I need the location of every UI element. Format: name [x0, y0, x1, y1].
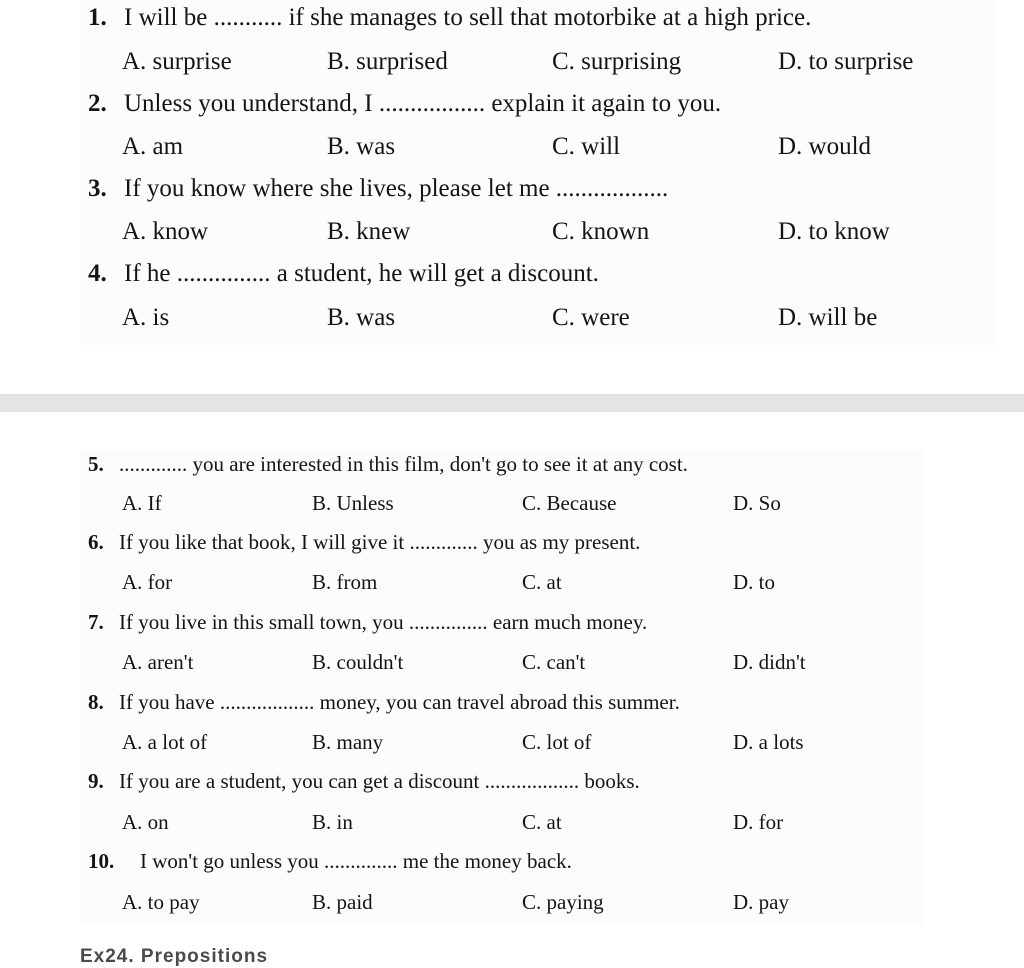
option-a: A. to pay — [122, 890, 200, 914]
option-b: B. in — [312, 810, 353, 834]
question-number: 4. — [88, 260, 107, 287]
question-text: If you know where she lives, please let me .................. — [124, 175, 669, 202]
option-a: A. am — [122, 133, 184, 160]
option-c: C. were — [552, 304, 630, 331]
option-a: A. on — [122, 810, 169, 834]
option-c: C. at — [522, 570, 562, 594]
option-a: A. a lot of — [122, 730, 208, 754]
question-text: ............. you are interested in this film, don't go to see it at any cost. — [119, 452, 688, 476]
question-text: If he ............... a student, he will get a discount. — [124, 260, 599, 287]
option-a: A. If — [122, 491, 162, 515]
option-b: B. surprised — [327, 48, 448, 75]
option-b: B. knew — [327, 218, 411, 245]
question-text: If you live in this small town, you ............... earn much money. — [119, 610, 648, 634]
option-d: D. didn't — [733, 650, 806, 674]
option-a: A. surprise — [122, 48, 232, 75]
option-d: D. will be — [778, 304, 878, 331]
option-d: D. would — [778, 133, 872, 160]
option-a: A. aren't — [122, 650, 194, 674]
option-b: B. was — [327, 304, 396, 331]
option-c: C. will — [552, 133, 621, 160]
option-c: C. at — [522, 810, 562, 834]
question-number: 2. — [88, 90, 107, 117]
option-b: B. many — [312, 730, 384, 754]
option-c: C. known — [552, 218, 650, 245]
question-number: 7. — [88, 610, 104, 634]
option-c: C. Because — [522, 491, 617, 515]
option-c: C. paying — [522, 890, 604, 914]
option-d: D. pay — [733, 890, 789, 914]
option-a: A. is — [122, 304, 170, 331]
option-d: D. to know — [778, 218, 890, 245]
option-d: D. So — [733, 491, 781, 515]
question-number: 5. — [88, 452, 104, 476]
option-c: C. can't — [522, 650, 586, 674]
option-c: C. lot of — [522, 730, 592, 754]
question-text: If you have .................. money, you can travel abroad this summer. — [119, 690, 680, 714]
question-number: 1. — [88, 4, 107, 31]
question-text: I will be ........... if she manages to sell that motorbike at a high price. — [124, 4, 812, 31]
option-c: C. surprising — [552, 48, 682, 75]
question-text: Unless you understand, I ................. explain it again to you. — [124, 90, 722, 117]
question-text: If you are a student, you can get a discount .................. books. — [119, 769, 640, 793]
option-d: D. for — [733, 810, 784, 834]
option-b: B. couldn't — [312, 650, 404, 674]
option-b: B. Unless — [312, 491, 394, 515]
option-d: D. a lots — [733, 730, 804, 754]
question-number: 3. — [88, 175, 107, 202]
option-a: A. for — [122, 570, 173, 594]
question-number: 10. — [88, 849, 115, 873]
next-section-heading: Ex24. Prepositions — [80, 946, 269, 967]
option-d: D. to — [733, 570, 775, 594]
option-d: D. to surprise — [778, 48, 914, 75]
option-b: B. paid — [312, 890, 373, 914]
section-divider — [0, 394, 1024, 412]
question-number: 6. — [88, 530, 104, 554]
question-text: If you like that book, I will give it ............. you as my present. — [119, 530, 641, 554]
question-number: 8. — [88, 690, 104, 714]
question-text: I won't go unless you .............. me the money back. — [140, 849, 572, 873]
question-number: 9. — [88, 769, 104, 793]
option-a: A. know — [122, 218, 209, 245]
option-b: B. was — [327, 133, 396, 160]
option-b: B. from — [312, 570, 378, 594]
